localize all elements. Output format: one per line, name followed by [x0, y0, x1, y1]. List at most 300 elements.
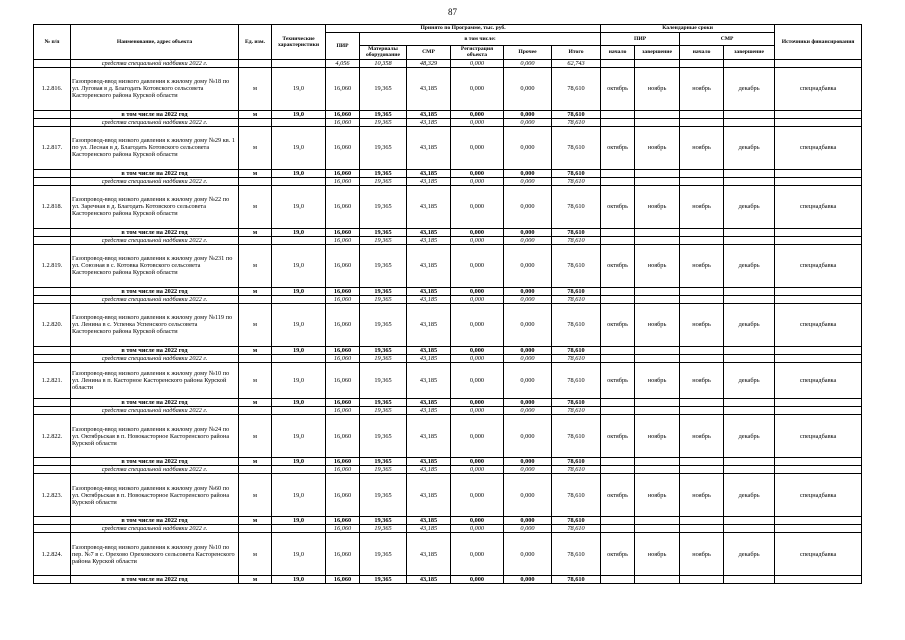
cell-registration: 0,000 — [451, 295, 504, 303]
cell-start-smr — [680, 169, 724, 177]
cell-end-pir — [635, 228, 680, 236]
cell-total: 78,610 — [552, 228, 601, 236]
cell-end-pir — [635, 399, 680, 407]
cell-source: спецнадбавка — [775, 185, 862, 228]
cell-source — [775, 354, 862, 362]
cell-tech — [272, 177, 326, 185]
cell-name: средства специальной надбавки 2022 г. — [71, 295, 239, 303]
cell-registration: 0,000 — [451, 399, 504, 407]
cell-end-smr — [724, 407, 775, 415]
cell-start-pir — [601, 295, 635, 303]
cell-end-smr — [724, 346, 775, 354]
cell-end-pir — [635, 295, 680, 303]
cell-pir: 16,060 — [326, 474, 360, 517]
cell-pir: 16,060 — [326, 236, 360, 244]
cell-other: 0,000 — [504, 126, 552, 169]
cell-end-smr: декабрь — [724, 474, 775, 517]
cell-pir: 16,060 — [326, 169, 360, 177]
header-planned: Принято по Программе, тыс. руб. — [326, 25, 601, 33]
cell-end-smr — [724, 59, 775, 67]
cell-end-pir — [635, 525, 680, 533]
cell-start-smr — [680, 228, 724, 236]
cell-name: в том числе на 2022 год — [71, 458, 239, 466]
cell-start-smr — [680, 110, 724, 118]
cell-num — [34, 295, 71, 303]
cell-end-smr — [724, 525, 775, 533]
cell-end-smr — [724, 295, 775, 303]
cell-pir: 16,060 — [326, 533, 360, 576]
cell-num — [34, 407, 71, 415]
cell-num — [34, 110, 71, 118]
cell-source: спецнадбавка — [775, 244, 862, 287]
cell-materials: 19,365 — [360, 110, 407, 118]
cell-smr: 43,185 — [407, 517, 451, 525]
cell-name: в том числе на 2022 год — [71, 287, 239, 295]
cell-num — [34, 59, 71, 67]
cell-end-smr — [724, 576, 775, 584]
cell-source — [775, 407, 862, 415]
cell-end-smr: декабрь — [724, 126, 775, 169]
cell-smr: 43,185 — [407, 458, 451, 466]
cell-pir: 16,060 — [326, 346, 360, 354]
cell-start-pir: октябрь — [601, 185, 635, 228]
cell-other: 0,000 — [504, 228, 552, 236]
cell-other: 0,000 — [504, 407, 552, 415]
cell-materials: 19,365 — [360, 118, 407, 126]
cell-start-smr — [680, 236, 724, 244]
cell-unit: м — [239, 110, 272, 118]
header-name: Наименование, адрес объекта — [71, 25, 239, 60]
cell-other: 0,000 — [504, 399, 552, 407]
cell-materials: 19,365 — [360, 228, 407, 236]
year-total-row — [34, 458, 862, 466]
cell-pir: 16,060 — [326, 354, 360, 362]
cell-pir: 16,060 — [326, 295, 360, 303]
cell-name: Газопровод-ввод низкого давления к жилому дому №18 по ул. Луговая в д. Благодать Котовского сельсовета Касторенского района Курской области — [71, 67, 239, 110]
cell-name: средства специальной надбавки 2022 г. — [71, 407, 239, 415]
cell-other: 0,000 — [504, 118, 552, 126]
cell-unit: м — [239, 303, 272, 346]
cell-end-smr — [724, 517, 775, 525]
cell-other: 0,000 — [504, 236, 552, 244]
cell-total: 78,610 — [552, 466, 601, 474]
cell-tech — [272, 295, 326, 303]
cell-start-smr: ноябрь — [680, 363, 724, 399]
header-total: Итого — [552, 46, 601, 60]
cell-smr: 43,185 — [407, 287, 451, 295]
cell-num: 1.2.818. — [34, 185, 71, 228]
cell-unit: м — [239, 474, 272, 517]
cell-tech: 19,0 — [272, 169, 326, 177]
cell-end-pir — [635, 466, 680, 474]
cell-total: 78,610 — [552, 415, 601, 458]
cell-start-smr: ноябрь — [680, 533, 724, 576]
cell-materials: 19,365 — [360, 354, 407, 362]
cell-source — [775, 517, 862, 525]
cell-start-pir — [601, 346, 635, 354]
page-number: 87 — [448, 7, 457, 17]
cell-start-pir — [601, 576, 635, 584]
cell-num: 1.2.821. — [34, 363, 71, 399]
cell-materials: 19,365 — [360, 466, 407, 474]
cell-source — [775, 295, 862, 303]
cell-end-smr: декабрь — [724, 303, 775, 346]
table-row — [34, 533, 862, 576]
cell-unit: м — [239, 287, 272, 295]
cell-name: в том числе на 2022 год — [71, 399, 239, 407]
cell-registration: 0,000 — [451, 517, 504, 525]
subtotal-row — [34, 236, 862, 244]
cell-unit: м — [239, 533, 272, 576]
cell-start-smr — [680, 287, 724, 295]
cell-end-smr: декабрь — [724, 533, 775, 576]
cell-smr: 43,185 — [407, 303, 451, 346]
cell-num: 1.2.824. — [34, 533, 71, 576]
cell-end-pir — [635, 59, 680, 67]
cell-total: 78,610 — [552, 303, 601, 346]
subtotal-row — [34, 525, 862, 533]
cell-num — [34, 236, 71, 244]
cell-start-smr — [680, 118, 724, 126]
table-row — [34, 185, 862, 228]
cell-smr: 43,185 — [407, 244, 451, 287]
cell-total: 78,610 — [552, 346, 601, 354]
program-table — [33, 24, 862, 584]
cell-materials: 19,365 — [360, 185, 407, 228]
cell-smr: 43,185 — [407, 466, 451, 474]
cell-tech: 19,0 — [272, 399, 326, 407]
cell-registration: 0,000 — [451, 525, 504, 533]
cell-unit — [239, 177, 272, 185]
cell-total: 78,610 — [552, 474, 601, 517]
cell-smr: 43,185 — [407, 474, 451, 517]
cell-other: 0,000 — [504, 59, 552, 67]
year-total-row — [34, 346, 862, 354]
cell-total: 78,610 — [552, 407, 601, 415]
cell-materials: 19,365 — [360, 407, 407, 415]
table-body — [34, 59, 862, 584]
cell-end-smr — [724, 236, 775, 244]
cell-source: спецнадбавка — [775, 363, 862, 399]
header-end-pir: завершение — [635, 46, 680, 60]
cell-materials: 19,365 — [360, 525, 407, 533]
cell-smr: 43,185 — [407, 525, 451, 533]
cell-other: 0,000 — [504, 287, 552, 295]
cell-materials: 19,365 — [360, 576, 407, 584]
cell-smr: 43,185 — [407, 576, 451, 584]
header-materials: Материалы оборудование — [360, 46, 407, 60]
cell-unit: м — [239, 415, 272, 458]
cell-registration: 0,000 — [451, 236, 504, 244]
header-unit: Ед. изм. — [239, 25, 272, 60]
cell-start-smr — [680, 517, 724, 525]
cell-smr: 43,185 — [407, 110, 451, 118]
cell-name: Газопровод-ввод низкого давления к жилому дому №22 по ул. Заречная в д. Благодать Котовского сельсовета Касторенского района Курской области — [71, 185, 239, 228]
cell-name: средства специальной надбавки 2022 г. — [71, 118, 239, 126]
cell-start-pir — [601, 228, 635, 236]
cell-total: 78,610 — [552, 118, 601, 126]
cell-smr: 43,185 — [407, 177, 451, 185]
cell-source: спецнадбавка — [775, 67, 862, 110]
cell-start-smr: ноябрь — [680, 244, 724, 287]
cell-materials: 19,365 — [360, 415, 407, 458]
cell-start-pir — [601, 287, 635, 295]
cell-materials: 19,365 — [360, 517, 407, 525]
cell-start-pir — [601, 354, 635, 362]
cell-unit — [239, 236, 272, 244]
cell-tech: 19,0 — [272, 415, 326, 458]
cell-other: 0,000 — [504, 303, 552, 346]
cell-end-pir — [635, 346, 680, 354]
year-total-row — [34, 399, 862, 407]
cell-total: 78,610 — [552, 354, 601, 362]
cell-source — [775, 576, 862, 584]
cell-tech: 19,0 — [272, 346, 326, 354]
cell-materials: 19,365 — [360, 458, 407, 466]
table-header — [34, 25, 862, 60]
cell-pir: 16,060 — [326, 399, 360, 407]
cell-total: 78,610 — [552, 110, 601, 118]
cell-pir: 16,060 — [326, 67, 360, 110]
cell-num — [34, 517, 71, 525]
cell-total: 78,610 — [552, 67, 601, 110]
header-calendar: Календарные сроки — [601, 25, 775, 33]
cell-other: 0,000 — [504, 525, 552, 533]
cell-name: в том числе на 2022 год — [71, 169, 239, 177]
cell-unit — [239, 466, 272, 474]
cell-registration: 0,000 — [451, 533, 504, 576]
year-total-row — [34, 228, 862, 236]
subtotal-row — [34, 295, 862, 303]
cell-registration: 0,000 — [451, 354, 504, 362]
cell-tech — [272, 236, 326, 244]
cell-start-pir — [601, 458, 635, 466]
cell-registration: 0,000 — [451, 177, 504, 185]
cell-num: 1.2.823. — [34, 474, 71, 517]
cell-end-pir — [635, 110, 680, 118]
cell-num — [34, 399, 71, 407]
cell-registration: 0,000 — [451, 303, 504, 346]
cell-end-pir: ноябрь — [635, 67, 680, 110]
cell-total: 78,610 — [552, 517, 601, 525]
cell-other: 0,000 — [504, 67, 552, 110]
cell-materials: 19,365 — [360, 346, 407, 354]
cell-tech — [272, 466, 326, 474]
cell-end-pir: ноябрь — [635, 474, 680, 517]
cell-num: 1.2.822. — [34, 415, 71, 458]
cell-pir: 16,060 — [326, 407, 360, 415]
cell-num — [34, 458, 71, 466]
cell-materials: 19,365 — [360, 363, 407, 399]
cell-source — [775, 110, 862, 118]
cell-materials: 19,365 — [360, 177, 407, 185]
cell-tech: 19,0 — [272, 303, 326, 346]
cell-name: в том числе на 2022 год — [71, 228, 239, 236]
cell-num: 1.2.816. — [34, 67, 71, 110]
cell-start-pir — [601, 177, 635, 185]
cell-total: 78,610 — [552, 185, 601, 228]
year-total-row — [34, 517, 862, 525]
year-total-row — [34, 576, 862, 584]
table-row — [34, 363, 862, 399]
cell-start-pir — [601, 517, 635, 525]
cell-pir: 16,060 — [326, 576, 360, 584]
cell-tech: 19,0 — [272, 67, 326, 110]
cell-name: Газопровод-ввод низкого давления к жилому дому №29 кв. 1 по ул. Лесная в д. Благодать Котовского сельсовета Касторенского района Курской области — [71, 126, 239, 169]
cell-source — [775, 59, 862, 67]
cell-unit — [239, 525, 272, 533]
cell-end-pir: ноябрь — [635, 244, 680, 287]
cell-registration: 0,000 — [451, 126, 504, 169]
cell-name: Газопровод-ввод низкого давления к жилому дому №10 по ул. Ленина в п. Касторное Касторенского района Курской области — [71, 363, 239, 399]
cell-registration: 0,000 — [451, 244, 504, 287]
cell-unit: м — [239, 228, 272, 236]
cell-source — [775, 399, 862, 407]
cell-registration: 0,000 — [451, 110, 504, 118]
cell-num — [34, 354, 71, 362]
cell-tech — [272, 525, 326, 533]
cell-end-pir — [635, 287, 680, 295]
cell-total: 78,610 — [552, 287, 601, 295]
cell-start-smr: ноябрь — [680, 67, 724, 110]
cell-other: 0,000 — [504, 354, 552, 362]
cell-end-pir — [635, 407, 680, 415]
cell-start-pir: октябрь — [601, 415, 635, 458]
cell-smr: 43,185 — [407, 67, 451, 110]
cell-tech: 19,0 — [272, 533, 326, 576]
year-total-row — [34, 169, 862, 177]
cell-pir: 16,060 — [326, 228, 360, 236]
subtotal-row — [34, 354, 862, 362]
cell-registration: 0,000 — [451, 466, 504, 474]
cell-start-smr — [680, 407, 724, 415]
cell-name: в том числе на 2022 год — [71, 576, 239, 584]
cell-registration: 0,000 — [451, 118, 504, 126]
cell-materials: 19,365 — [360, 169, 407, 177]
cell-source — [775, 228, 862, 236]
cell-other: 0,000 — [504, 466, 552, 474]
cell-start-smr — [680, 177, 724, 185]
cell-unit: м — [239, 576, 272, 584]
cell-end-smr — [724, 169, 775, 177]
cell-start-pir: октябрь — [601, 67, 635, 110]
cell-registration: 0,000 — [451, 346, 504, 354]
cell-tech: 19,0 — [272, 228, 326, 236]
cell-materials: 19,365 — [360, 303, 407, 346]
cell-source — [775, 458, 862, 466]
cell-tech: 19,0 — [272, 110, 326, 118]
cell-start-smr: ноябрь — [680, 126, 724, 169]
cell-other: 0,000 — [504, 244, 552, 287]
cell-other: 0,000 — [504, 576, 552, 584]
cell-source — [775, 525, 862, 533]
header-cal-pir: ПИР — [601, 33, 680, 46]
cell-smr: 43,185 — [407, 346, 451, 354]
cell-pir: 16,060 — [326, 517, 360, 525]
cell-end-pir — [635, 354, 680, 362]
cell-smr: 43,185 — [407, 407, 451, 415]
subtotal-row — [34, 118, 862, 126]
table-row — [34, 303, 862, 346]
cell-other: 0,000 — [504, 177, 552, 185]
cell-num: 1.2.820. — [34, 303, 71, 346]
subtotal-row — [34, 407, 862, 415]
table-row — [34, 415, 862, 458]
cell-end-pir: ноябрь — [635, 303, 680, 346]
cell-start-pir: октябрь — [601, 363, 635, 399]
cell-materials: 19,365 — [360, 67, 407, 110]
cell-total: 78,610 — [552, 244, 601, 287]
cell-name: Газопровод-ввод низкого давления к жилому дому №60 по ул. Октябрьская в п. Новокасторное Касторенского района Курской области — [71, 474, 239, 517]
cell-pir: 4,056 — [326, 59, 360, 67]
cell-name: Газопровод-ввод низкого давления к жилому дому №231 по ул. Союзная в с. Котовка Котовского сельсовета Касторенского района Курской области — [71, 244, 239, 287]
cell-smr: 43,185 — [407, 169, 451, 177]
cell-name: Газопровод-ввод низкого давления к жилому дому №24 по ул. Октябрьская в п. Новокасторное Касторенского района Курской области — [71, 415, 239, 458]
cell-source: спецнадбавка — [775, 474, 862, 517]
cell-source — [775, 177, 862, 185]
cell-other: 0,000 — [504, 346, 552, 354]
cell-smr: 43,185 — [407, 533, 451, 576]
cell-num — [34, 169, 71, 177]
cell-end-pir — [635, 458, 680, 466]
subtotal-row — [34, 177, 862, 185]
cell-materials: 19,365 — [360, 399, 407, 407]
cell-pir: 16,060 — [326, 458, 360, 466]
cell-registration: 0,000 — [451, 363, 504, 399]
cell-start-pir — [601, 118, 635, 126]
cell-source: спецнадбавка — [775, 415, 862, 458]
cell-source — [775, 287, 862, 295]
cell-smr: 43,185 — [407, 363, 451, 399]
cell-pir: 16,060 — [326, 177, 360, 185]
cell-other: 0,000 — [504, 517, 552, 525]
cell-other: 0,000 — [504, 458, 552, 466]
cell-start-smr — [680, 458, 724, 466]
cell-smr: 48,329 — [407, 59, 451, 67]
cell-start-pir — [601, 525, 635, 533]
cell-pir: 16,060 — [326, 287, 360, 295]
cell-source — [775, 169, 862, 177]
cell-registration: 0,000 — [451, 407, 504, 415]
cell-materials: 19,365 — [360, 287, 407, 295]
cell-unit — [239, 59, 272, 67]
cell-unit — [239, 354, 272, 362]
cell-registration: 0,000 — [451, 59, 504, 67]
cell-materials: 19,365 — [360, 236, 407, 244]
cell-registration: 0,000 — [451, 576, 504, 584]
header-cal-smr: СМР — [680, 33, 775, 46]
header-sources: Источники финансирования — [775, 25, 862, 60]
cell-unit: м — [239, 244, 272, 287]
cell-start-pir: октябрь — [601, 474, 635, 517]
cell-total: 78,610 — [552, 533, 601, 576]
header-registration: Регистрация объекта — [451, 46, 504, 60]
cell-start-pir — [601, 110, 635, 118]
cell-end-pir — [635, 169, 680, 177]
cell-materials: 19,365 — [360, 244, 407, 287]
cell-other: 0,000 — [504, 295, 552, 303]
cell-unit — [239, 118, 272, 126]
cell-tech — [272, 354, 326, 362]
cell-end-pir: ноябрь — [635, 185, 680, 228]
cell-end-pir — [635, 576, 680, 584]
cell-smr: 43,185 — [407, 295, 451, 303]
cell-total: 62,743 — [552, 59, 601, 67]
cell-end-pir — [635, 177, 680, 185]
cell-name: средства специальной надбавки 2022 г. — [71, 59, 239, 67]
cell-pir: 16,060 — [326, 244, 360, 287]
cell-end-pir — [635, 517, 680, 525]
